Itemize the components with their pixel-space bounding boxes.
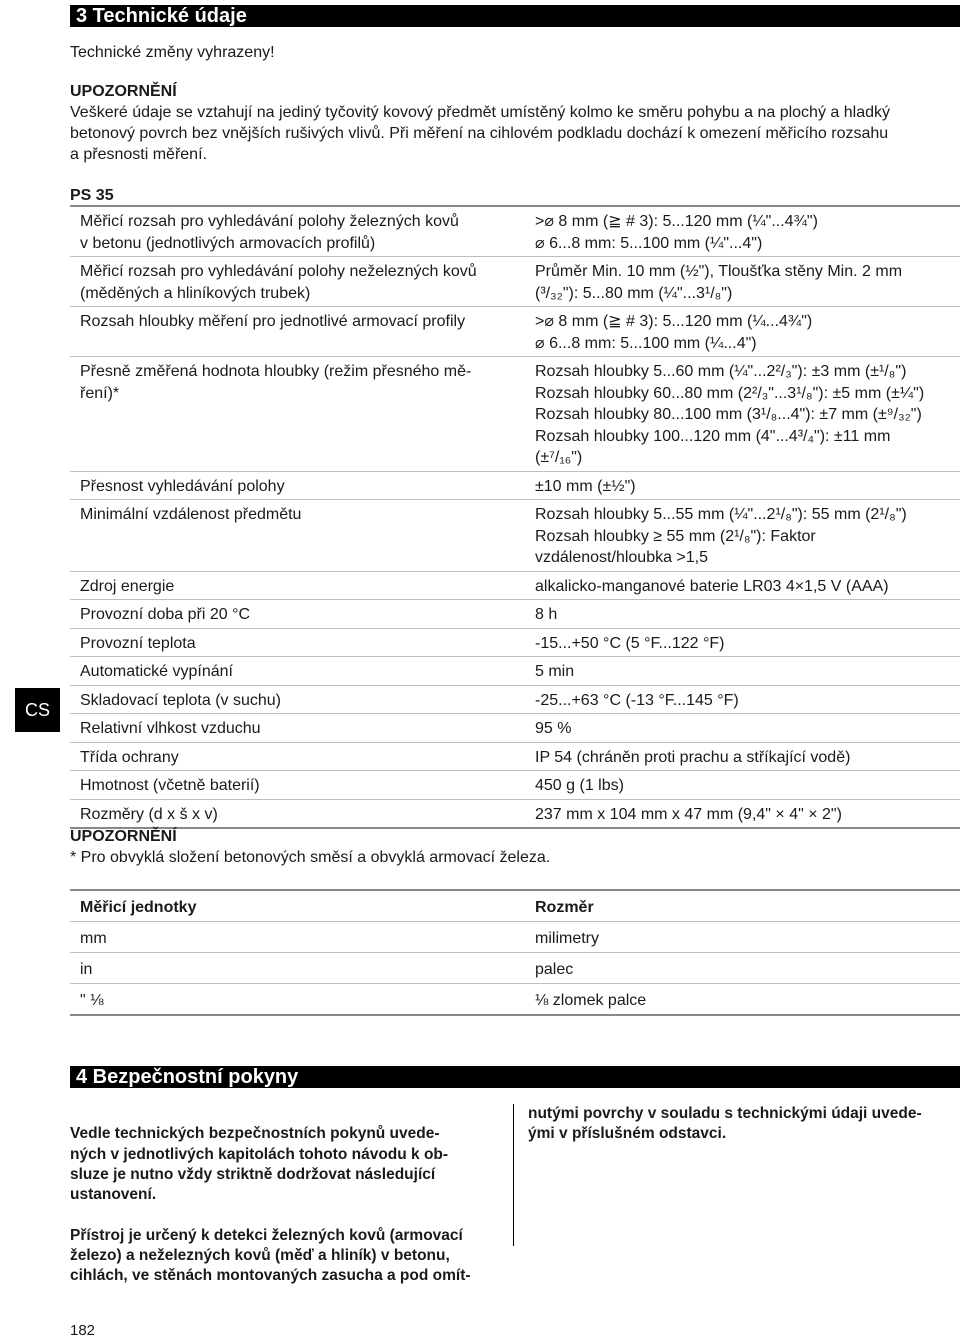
table-row bbox=[70, 307, 960, 357]
unit-meaning-cell: milimetry bbox=[535, 930, 599, 947]
safety-column-2: nutými povrchy v souladu s technickými údaji uvede- ými v příslušném odstavci. bbox=[528, 1105, 922, 1143]
table-row bbox=[70, 685, 960, 714]
spec-label: Relativní vlhkost vzduchu bbox=[80, 720, 261, 737]
unit-cell: " ⅛ bbox=[80, 992, 104, 1009]
table-row bbox=[70, 600, 960, 629]
spec-label: Skladovací teplota (v suchu) bbox=[80, 691, 281, 709]
spec-label: Přesnost vyhledávání polohy bbox=[80, 477, 285, 495]
warning-line-1: Veškeré údaje se vztahují na jediný tyčovitý kovový předmět umístěný kolmo ke směru pohybu a na plochý a hladký bbox=[70, 104, 890, 121]
table-row bbox=[70, 257, 960, 307]
spec-value: IP 54 (chráněn proti prachu a stříkající vodě) bbox=[535, 748, 851, 766]
units-header-left: Měřicí jednotky bbox=[80, 899, 197, 916]
table-row bbox=[70, 657, 960, 686]
spec-label: Provozní teplota bbox=[80, 634, 196, 652]
table-row bbox=[70, 500, 960, 572]
unit-meaning-cell: ⅛ zlomek palce bbox=[535, 992, 647, 1009]
table-row bbox=[70, 206, 960, 257]
specs-table bbox=[70, 205, 960, 829]
table-row bbox=[70, 357, 960, 472]
table-row bbox=[70, 571, 960, 600]
page-number: 182 bbox=[70, 1322, 96, 1339]
safety-paragraph-1: Vedle technických bezpečnostních pokynů uvede- ných v jednotlivých kapitolách tohoto návodu k ob- sluze je nutno vždy striktně dodržovat následující ustanovení. bbox=[70, 1125, 449, 1204]
table-row bbox=[70, 953, 960, 984]
spec-value: 8 h bbox=[535, 606, 558, 623]
table-row bbox=[70, 984, 960, 1016]
column-divider bbox=[513, 1104, 514, 1246]
warning-line-3: a přesnosti měření. bbox=[70, 146, 207, 163]
table-row bbox=[70, 771, 960, 800]
table-row bbox=[70, 742, 960, 771]
unit-cell: mm bbox=[80, 930, 107, 947]
spec-value: ±10 mm (±½") bbox=[535, 477, 636, 495]
spec-label: Přesně změřená hodnota hloubky (režim přesného mě- ření)* bbox=[80, 363, 472, 402]
warning-line-2: betonový povrch bez vnějších rušivých vlivů. Při měření na cihlovém podkladu dochází k omezení měřicího rozsahu bbox=[70, 125, 889, 142]
spec-label: Hmotnost (včetně baterií) bbox=[80, 777, 260, 794]
spec-value: 450 g (1 lbs) bbox=[535, 777, 624, 794]
spec-value: -25...+63 °C (-13 °F...145 °F) bbox=[535, 691, 739, 709]
table-row bbox=[70, 714, 960, 743]
spec-label: Minimální vzdálenost předmětu bbox=[80, 506, 302, 523]
table-row bbox=[70, 922, 960, 953]
safety-paragraph-2: Přístroj je určený k detekci železných kovů (armovací železo) a neželezných kovů (měď a hliník) v betonu, cihlách, ve stěnách montovaných zasucha a pod omít- bbox=[70, 1226, 471, 1285]
table-row bbox=[70, 628, 960, 657]
spec-value: 5 min bbox=[535, 663, 575, 680]
section-4-title: 4 Bezpečnostní pokyny bbox=[70, 1066, 960, 1088]
section-3-title: 3 Technické údaje bbox=[70, 5, 960, 27]
spec-label: Třída ochrany bbox=[80, 748, 179, 766]
spec-value: >⌀ 8 mm (≧ # 3): 5...120 mm (¼...4¾") ⌀ 6...8 mm: 5...100 mm (¼...4") bbox=[535, 313, 813, 352]
spec-value: 95 % bbox=[535, 720, 572, 737]
table-row bbox=[70, 799, 960, 828]
spec-label: Rozsah hloubky měření pro jednotlivé armovací profily bbox=[80, 313, 466, 330]
spec-value: Rozsah hloubky 5...60 mm (¼"...2²/₃"): ±3 mm (±¹/₈") Rozsah hloubky 60...80 mm (2²/₃"...3¹/₈"): ±5 mm (±¼") Rozsah hloubky 80...100 mm (3¹/₈...4"): ±7 mm (±⁹/₃₂") Rozsah hloubky 100...120 mm (4"...4³/₄"): ±11 mm (±⁷/₁₆") bbox=[535, 363, 925, 466]
intro-text: Technické změny vyhrazeny! bbox=[70, 44, 275, 61]
spec-value: 237 mm x 104 mm x 47 mm (9,4" × 4" × 2") bbox=[535, 805, 842, 823]
spec-value: >⌀ 8 mm (≧ # 3): 5...120 mm (¼"...4¾") ⌀ 6...8 mm: 5...100 mm (¼"...4") bbox=[535, 213, 818, 252]
note-title: UPOZORNĚNÍ bbox=[70, 828, 177, 845]
language-tab: CS bbox=[15, 688, 60, 732]
table-header-row bbox=[70, 890, 960, 922]
safety-column-1 bbox=[70, 1104, 500, 1307]
table-row bbox=[70, 471, 960, 500]
spec-label: Provozní doba při 20 °C bbox=[80, 606, 251, 623]
model-name: PS 35 bbox=[70, 187, 114, 204]
warning-title: UPOZORNĚNÍ bbox=[70, 83, 177, 100]
note-text: * Pro obvyklá složení betonových směsí a obvyklá armovací železa. bbox=[70, 849, 551, 866]
unit-meaning-cell: palec bbox=[535, 961, 574, 978]
spec-label: Automatické vypínání bbox=[80, 663, 233, 680]
spec-label: Rozměry (d x š x v) bbox=[80, 805, 218, 823]
spec-value: -15...+50 °C (5 °F...122 °F) bbox=[535, 634, 725, 652]
units-table bbox=[70, 889, 960, 1016]
unit-cell: in bbox=[80, 961, 93, 978]
units-header-right: Rozměr bbox=[535, 899, 594, 916]
spec-value: Průměr Min. 10 mm (½"), Tloušťka stěny Min. 2 mm (³/₃₂"): 5...80 mm (¼"...3¹/₈") bbox=[535, 263, 903, 302]
spec-label: Měřicí rozsah pro vyhledávání polohy železných kovů v betonu (jednotlivých armovacích profilů) bbox=[80, 213, 459, 252]
spec-value: Rozsah hloubky 5...55 mm (¼"...2¹/₈"): 55 mm (2¹/₈") Rozsah hloubky ≥ 55 mm (2¹/₈"): Faktor vzdálenost/hloubka >1,5 bbox=[535, 506, 907, 566]
spec-label: Zdroj energie bbox=[80, 577, 175, 595]
spec-label: Měřicí rozsah pro vyhledávání polohy neželezných kovů (měděných a hliníkových trubek) bbox=[80, 263, 477, 302]
spec-value: alkalicko-manganové baterie LR03 4×1,5 V (AAA) bbox=[535, 577, 889, 595]
